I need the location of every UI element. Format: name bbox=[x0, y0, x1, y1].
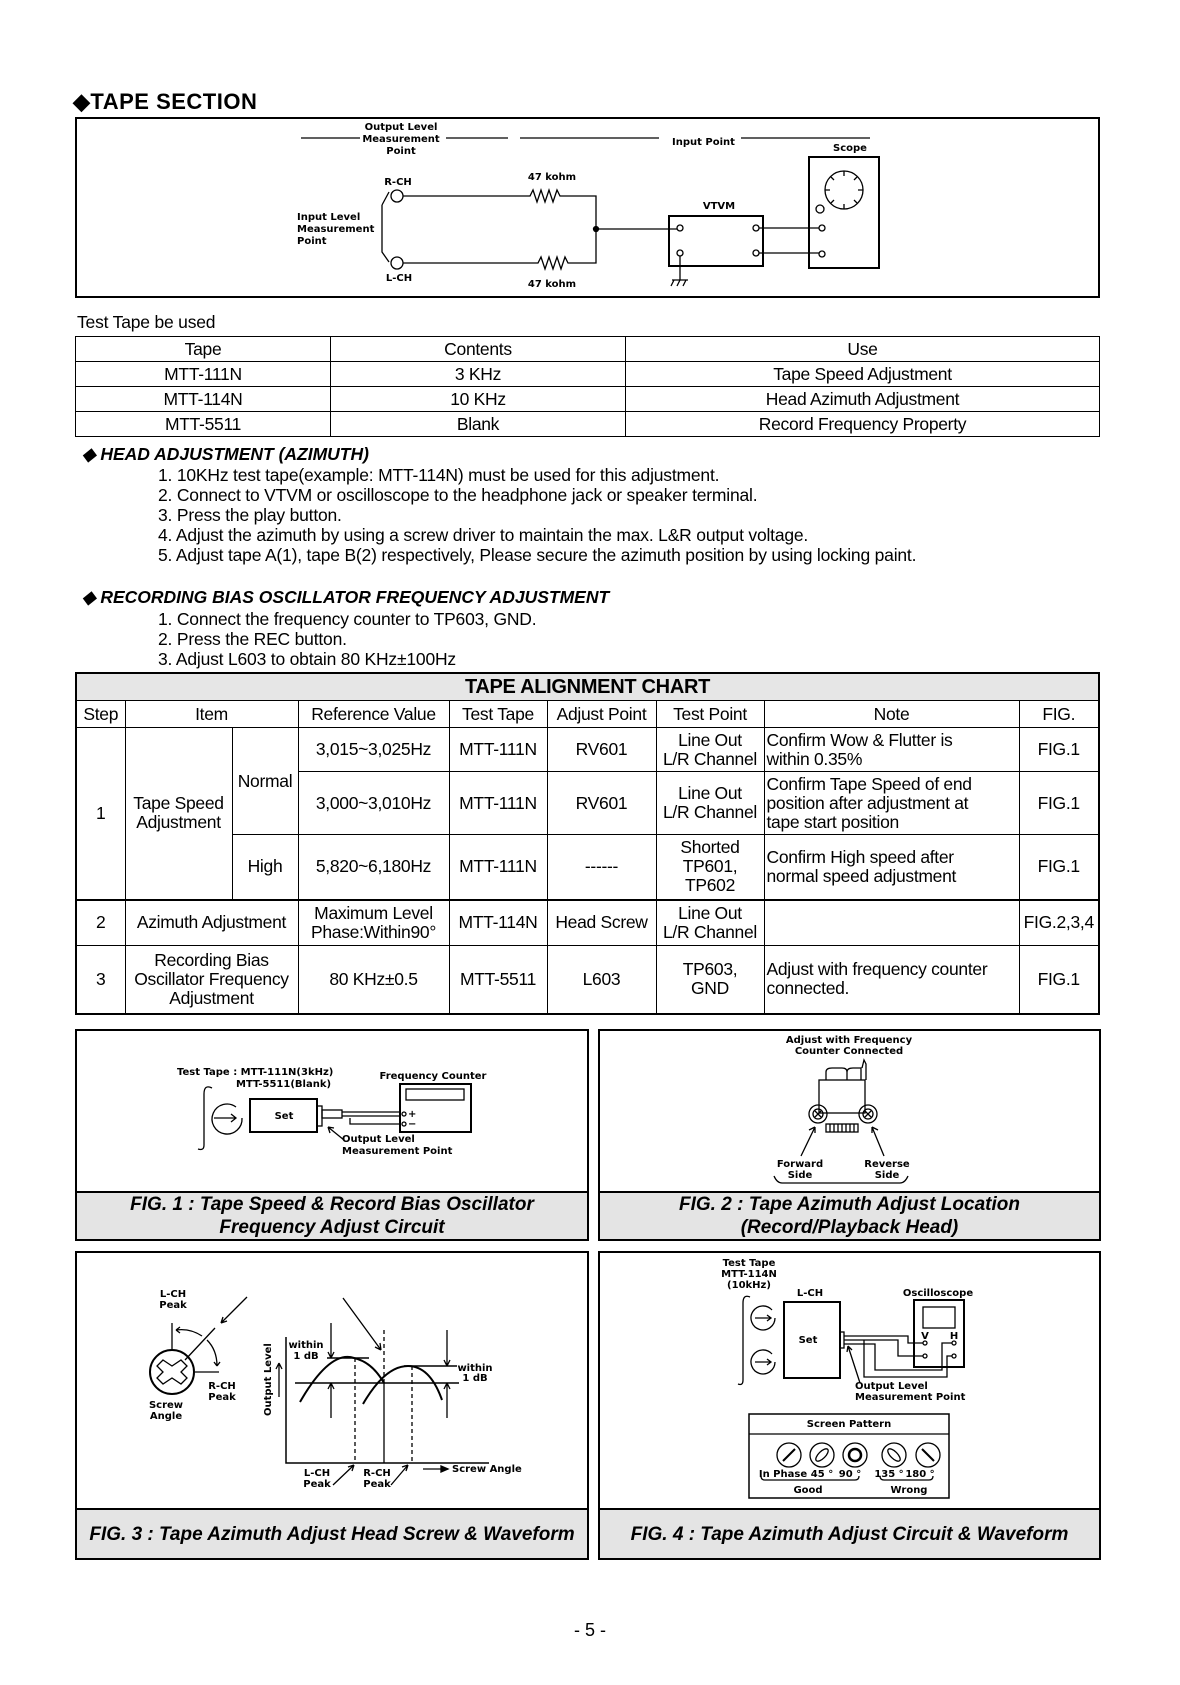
h-terminal-label: H bbox=[949, 1331, 959, 1342]
head-step-4: 4. Adjust the azimuth by using a screw driver to maintain the max. L&R output voltage. bbox=[158, 525, 809, 545]
bias-step-2: 2. Press the REC button. bbox=[158, 629, 347, 649]
cell-use: Tape Speed Adjustment bbox=[626, 362, 1100, 387]
fig3-caption: FIG. 3 : Tape Azimuth Adjust Head Screw & Waveform bbox=[77, 1508, 587, 1558]
header-item: Item bbox=[125, 701, 298, 728]
screw-angle-label: Screw bbox=[148, 1400, 184, 1411]
head-step-3: 3. Press the play button. bbox=[158, 505, 342, 525]
head-step-1: 1. 10KHz test tape(example: MTT-114N) must be used for this adjustment. bbox=[158, 465, 720, 485]
fig1-caption-line2: Frequency Adjust Circuit bbox=[219, 1217, 445, 1238]
x-rch-peak-label: R-CH bbox=[363, 1468, 391, 1479]
header-step: Step bbox=[76, 701, 125, 728]
input-level-label: Input Level bbox=[297, 212, 361, 223]
output-level-label: Measurement bbox=[362, 134, 440, 145]
scope-label: Scope bbox=[833, 143, 867, 154]
oscilloscope-label: Oscilloscope bbox=[902, 1288, 974, 1299]
output-level-label: Output Level bbox=[342, 1134, 415, 1145]
cell-tape: MTT-111N bbox=[76, 362, 331, 387]
cell-test-point: Shorted TP601, TP602 bbox=[656, 835, 764, 900]
table-row bbox=[76, 362, 1100, 387]
fig2-caption bbox=[600, 1191, 1099, 1239]
input-point-label: Input Point bbox=[672, 137, 735, 148]
cell-step: 2 bbox=[76, 900, 125, 946]
header-adjust-point: Adjust Point bbox=[547, 701, 656, 728]
header-fig: FIG. bbox=[1019, 701, 1099, 728]
input-level-label: Measurement bbox=[297, 224, 375, 235]
output-level-label: Point bbox=[386, 146, 416, 157]
cell-adjust: RV601 bbox=[547, 728, 656, 772]
test-tape-table bbox=[75, 336, 1100, 437]
cell-adjust: ------ bbox=[547, 835, 656, 900]
x-axis-label: Screw Angle bbox=[452, 1464, 522, 1475]
cell-tape: MTT-5511 bbox=[449, 946, 547, 1014]
header-reference-value: Reference Value bbox=[298, 701, 449, 728]
cell-step: 1 bbox=[76, 728, 125, 900]
within-1db-label: within bbox=[288, 1340, 324, 1351]
test-tape-label: Test Tape bbox=[722, 1258, 776, 1269]
cell-use: Head Azimuth Adjustment bbox=[626, 387, 1100, 412]
cell-fig: FIG.2,3,4 bbox=[1019, 900, 1099, 946]
pattern-label: 90 ° bbox=[838, 1469, 862, 1480]
cell-tape: MTT-5511 bbox=[76, 412, 331, 437]
fig1-panel bbox=[75, 1029, 589, 1241]
section-title: ◆TAPE SECTION bbox=[73, 89, 258, 114]
measurement-setup-diagram bbox=[75, 117, 1100, 298]
chart-title: TAPE ALIGNMENT CHART bbox=[76, 673, 1099, 701]
cell-test-point: Line Out L/R Channel bbox=[656, 728, 764, 772]
table-header-row bbox=[76, 337, 1100, 362]
fig4-panel bbox=[598, 1251, 1101, 1560]
cell-reference: 80 KHz±0.5 bbox=[298, 946, 449, 1014]
cell-reference: Maximum Level Phase:Within90° bbox=[298, 900, 449, 946]
cell-note bbox=[764, 900, 1019, 946]
cell-reference: 5,820~6,180Hz bbox=[298, 835, 449, 900]
rch-peak-label: R-CH bbox=[208, 1381, 236, 1392]
fig4-caption: FIG. 4 : Tape Azimuth Adjust Circuit & Waveform bbox=[600, 1508, 1099, 1558]
x-lch-peak-label: Peak bbox=[303, 1479, 331, 1490]
cell-mode-normal: Normal bbox=[232, 728, 298, 835]
set-label: Set bbox=[798, 1335, 818, 1346]
lch-peak-label: L-CH bbox=[159, 1289, 187, 1300]
output-level-label: Measurement Point bbox=[342, 1146, 453, 1157]
table-row bbox=[76, 412, 1100, 437]
test-tape-label: MTT-114N bbox=[721, 1269, 777, 1280]
fig2-caption-line1: FIG. 2 : Tape Azimuth Adjust Location bbox=[679, 1194, 1020, 1215]
fig1-caption-line1: FIG. 1 : Tape Speed & Record Bias Oscillator bbox=[130, 1194, 534, 1215]
fig3-panel bbox=[75, 1251, 589, 1560]
output-level-label: Output Level bbox=[364, 122, 438, 133]
cell-mode-high: High bbox=[232, 835, 298, 900]
v-terminal-label: V bbox=[921, 1331, 929, 1342]
cell-adjust: L603 bbox=[547, 946, 656, 1014]
cell-note: Confirm High speed after normal speed adjustment bbox=[764, 835, 1019, 900]
cell-contents: 3 KHz bbox=[331, 362, 626, 387]
forward-side-label: Forward bbox=[776, 1159, 824, 1170]
cell-note: Adjust with frequency counter connected. bbox=[764, 946, 1019, 1014]
y-axis-label: Output Level bbox=[263, 1343, 274, 1416]
header-contents: Contents bbox=[331, 337, 626, 362]
cell-tape: MTT-111N bbox=[449, 835, 547, 900]
header-test-point: Test Point bbox=[656, 701, 764, 728]
cell-fig: FIG.1 bbox=[1019, 728, 1099, 772]
header-note: Note bbox=[764, 701, 1019, 728]
cell-tape: MTT-114N bbox=[449, 900, 547, 946]
wrong-label: Wrong bbox=[890, 1485, 928, 1496]
cell-fig: FIG.1 bbox=[1019, 772, 1099, 835]
within-1db-label: 1 dB bbox=[293, 1351, 319, 1362]
header-test-tape: Test Tape bbox=[449, 701, 547, 728]
fig2-note: Counter Connected bbox=[794, 1046, 904, 1057]
cell-test-point: Line Out L/R Channel bbox=[656, 772, 764, 835]
head-step-5: 5. Adjust tape A(1), tape B(2) respectively, Please secure the azimuth position by using locking paint. bbox=[158, 545, 917, 565]
within-1db-label: within bbox=[457, 1363, 493, 1374]
bias-adjustment-title: ◆ RECORDING BIAS OSCILLATOR FREQUENCY ADJUSTMENT bbox=[82, 587, 610, 607]
header-tape: Tape bbox=[76, 337, 331, 362]
header-use: Use bbox=[626, 337, 1100, 362]
table-row bbox=[76, 728, 1099, 772]
cell-adjust: Head Screw bbox=[547, 900, 656, 946]
tape-alignment-chart bbox=[75, 672, 1100, 1015]
output-level-label: Output Level bbox=[855, 1381, 928, 1392]
x-rch-peak-label: Peak bbox=[363, 1479, 391, 1490]
cell-fig: FIG.1 bbox=[1019, 835, 1099, 900]
reverse-side-label: Reverse bbox=[864, 1159, 910, 1170]
test-tape-label: (10kHz) bbox=[727, 1280, 771, 1291]
cell-reference: 3,015~3,025Hz bbox=[298, 728, 449, 772]
screw-angle-label: Angle bbox=[149, 1411, 183, 1422]
input-level-label: Point bbox=[297, 236, 327, 247]
set-label: Set bbox=[274, 1111, 294, 1122]
cell-contents: Blank bbox=[331, 412, 626, 437]
frequency-counter-label: Frequency Counter bbox=[379, 1071, 487, 1082]
page-number: - 5 - bbox=[573, 1620, 606, 1640]
cell-test-point: TP603, GND bbox=[656, 946, 764, 1014]
cell-item: Recording Bias Oscillator Frequency Adjustment bbox=[125, 946, 298, 1014]
head-step-2: 2. Connect to VTVM or oscilloscope to the headphone jack or speaker terminal. bbox=[158, 485, 758, 505]
cell-item: Azimuth Adjustment bbox=[125, 900, 298, 946]
test-tape-label: Test Tape be used bbox=[77, 312, 216, 332]
pattern-label: In Phase bbox=[758, 1469, 808, 1480]
fig2-panel bbox=[598, 1029, 1101, 1241]
l-ch-label: L-CH bbox=[385, 273, 413, 284]
chart-header-row bbox=[76, 701, 1099, 728]
reverse-side-label: Side bbox=[874, 1170, 900, 1181]
test-tape-label: MTT-5511(Blank) bbox=[236, 1079, 332, 1090]
table-row bbox=[76, 946, 1099, 1014]
fig1-caption bbox=[77, 1191, 587, 1239]
l-ch-label: L-CH bbox=[796, 1288, 824, 1299]
lch-peak-label: Peak bbox=[159, 1300, 187, 1311]
good-label: Good bbox=[793, 1485, 823, 1496]
test-tape-label: Test Tape : MTT-111N(3kHz) bbox=[177, 1067, 334, 1078]
svg-text:+: + bbox=[408, 1109, 417, 1120]
cell-item: Tape Speed Adjustment bbox=[125, 728, 232, 900]
cell-tape: MTT-111N bbox=[449, 728, 547, 772]
screen-pattern-title: Screen Pattern bbox=[806, 1419, 892, 1430]
within-1db-label: 1 dB bbox=[462, 1373, 488, 1384]
cell-note: Confirm Wow & Flutter is within 0.35% bbox=[764, 728, 1019, 772]
cell-fig: FIG.1 bbox=[1019, 946, 1099, 1014]
fig2-caption-line2: (Record/Playback Head) bbox=[740, 1217, 959, 1238]
cell-use: Record Frequency Property bbox=[626, 412, 1100, 437]
svg-text:−: − bbox=[408, 1119, 417, 1130]
table-row bbox=[76, 900, 1099, 946]
output-level-label: Measurement Point bbox=[855, 1392, 966, 1403]
bias-step-1: 1. Connect the frequency counter to TP603, GND. bbox=[158, 609, 537, 629]
cell-note: Confirm Tape Speed of end position after adjustment at tape start position bbox=[764, 772, 1019, 835]
cell-step: 3 bbox=[76, 946, 125, 1014]
cell-test-point: Line Out L/R Channel bbox=[656, 900, 764, 946]
cell-reference: 3,000~3,010Hz bbox=[298, 772, 449, 835]
forward-side-label: Side bbox=[787, 1170, 813, 1181]
pattern-label: 180 ° bbox=[905, 1469, 935, 1480]
resistor-label: 47 kohm bbox=[527, 172, 577, 183]
bias-step-3: 3. Adjust L603 to obtain 80 KHz±100Hz bbox=[158, 649, 456, 669]
head-adjustment-title: ◆ HEAD ADJUSTMENT (AZIMUTH) bbox=[82, 444, 369, 464]
vtvm-label: VTVM bbox=[702, 201, 736, 212]
cell-contents: 10 KHz bbox=[331, 387, 626, 412]
cell-adjust: RV601 bbox=[547, 772, 656, 835]
pattern-label: 135 ° bbox=[874, 1469, 904, 1480]
cell-tape: MTT-114N bbox=[76, 387, 331, 412]
r-ch-label: R-CH bbox=[384, 177, 412, 188]
x-lch-peak-label: L-CH bbox=[303, 1468, 331, 1479]
cell-tape: MTT-111N bbox=[449, 772, 547, 835]
fig2-note: Adjust with Frequency bbox=[785, 1035, 913, 1046]
resistor-label: 47 kohm bbox=[527, 279, 577, 290]
table-row bbox=[76, 387, 1100, 412]
pattern-label: 45 ° bbox=[810, 1469, 834, 1480]
rch-peak-label: Peak bbox=[208, 1392, 236, 1403]
